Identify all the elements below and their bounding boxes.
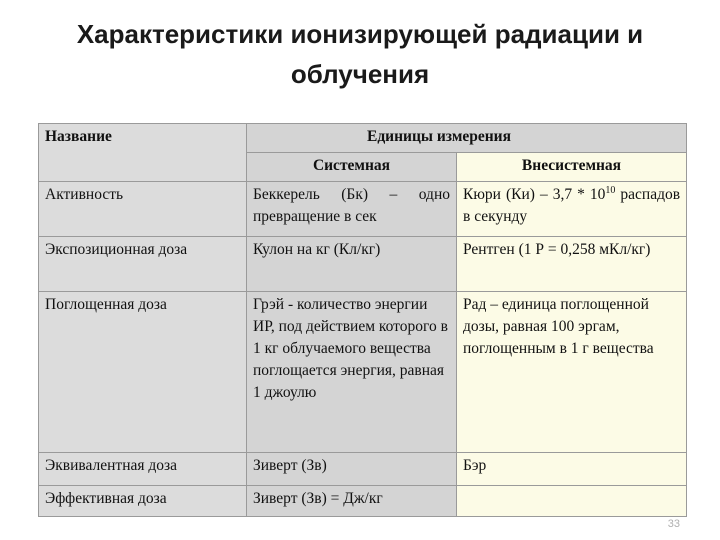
header-systemic-cell	[247, 153, 457, 182]
row-systemic-cell	[247, 237, 457, 292]
header-name-label: Название	[45, 128, 112, 145]
row-systemic-absorbed-dose: Грэй - количество энергии ИР, под действием которого в 1 кг облучаемого вещества поглощается энергия, равная 1 джоулю	[253, 296, 448, 401]
page-number: 33	[667, 518, 680, 530]
header-nonsystemic-cell	[457, 153, 687, 182]
row-systemic-effective-dose: Зиверт (Зв) = Дж/кг	[253, 490, 383, 507]
table-row	[39, 453, 687, 486]
row-nonsystemic-exposure-dose: Рентген (1 Р = 0,258 мКл/кг)	[463, 241, 651, 258]
header-units-label: Единицы измерения	[367, 128, 512, 145]
table-row	[39, 237, 687, 292]
radiation-units-table	[38, 123, 687, 517]
row-nonsystemic-cell	[457, 237, 687, 292]
slide-title-line-2: облучения	[290, 59, 430, 89]
slide-title	[0, 14, 720, 94]
row-systemic-cell	[247, 182, 457, 237]
row-name-effective-dose: Эффективная доза	[45, 490, 167, 507]
row-name-exposure-dose: Экспозиционная доза	[45, 241, 188, 258]
table-header-row	[39, 124, 687, 153]
row-nonsystemic-cell	[457, 486, 687, 517]
table-row	[39, 486, 687, 517]
header-nonsystemic-label: Внесистемная	[521, 157, 622, 174]
row-nonsystemic-cell	[457, 182, 687, 237]
row-systemic-activity: Беккерель (Бк) – одно превращение в сек	[253, 186, 450, 225]
slide-title-line-1: Характеристики ионизирующей радиации и	[76, 19, 644, 49]
row-name-cell	[39, 486, 247, 517]
row-name-activity: Активность	[45, 186, 124, 203]
row-name-cell	[39, 292, 247, 453]
row-name-equivalent-dose: Эквивалентная доза	[45, 457, 178, 474]
row-nonsystemic-activity-main: Кюри (Ки) – 3,7 * 10	[463, 186, 606, 203]
row-nonsystemic-absorbed-dose: Рад – единица поглощенной дозы, равная 100 эргам, поглощенным в 1 г вещества	[463, 296, 654, 357]
row-systemic-cell	[247, 292, 457, 453]
row-systemic-cell	[247, 453, 457, 486]
table-row	[39, 182, 687, 237]
row-name-cell	[39, 453, 247, 486]
header-systemic-label: Системная	[312, 157, 391, 174]
row-nonsystemic-equivalent-dose: Бэр	[463, 457, 487, 474]
row-name-absorbed-dose: Поглощенная доза	[45, 296, 167, 313]
header-units-cell	[247, 124, 687, 153]
row-systemic-equivalent-dose: Зиверт (Зв)	[253, 457, 327, 474]
row-name-cell	[39, 237, 247, 292]
row-nonsystemic-activity-exponent: 10	[605, 184, 616, 196]
row-nonsystemic-cell	[457, 292, 687, 453]
row-nonsystemic-activity-tail: распадов в секунду	[463, 186, 681, 225]
row-systemic-exposure-dose: Кулон на кг (Кл/кг)	[253, 241, 381, 258]
row-name-cell	[39, 182, 247, 237]
row-nonsystemic-cell	[457, 453, 687, 486]
table-row	[39, 292, 687, 453]
row-systemic-cell	[247, 486, 457, 517]
header-name-cell	[39, 124, 247, 182]
